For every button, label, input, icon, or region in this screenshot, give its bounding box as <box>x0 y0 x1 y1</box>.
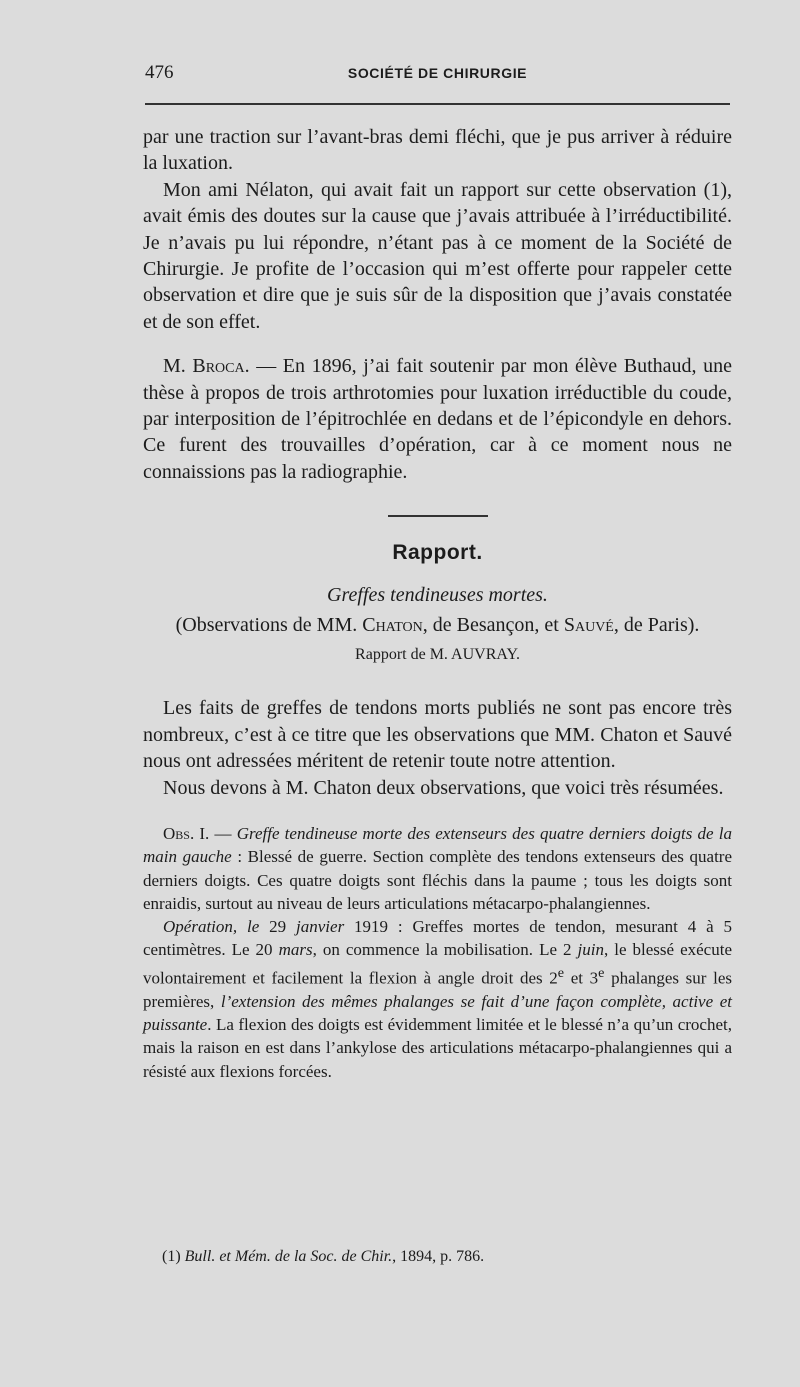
ordinal-sup-2: e <box>598 964 605 981</box>
operation-text-5: phalanges sur les premières, <box>143 968 732 1011</box>
rapport-heading: Rapport. <box>392 541 483 565</box>
month-juin: juin <box>577 940 604 960</box>
operation-lead: Opération, le <box>163 917 260 937</box>
rapporteur-line: Rapport de M. AUVRAY. <box>355 646 520 664</box>
operation-text-3: , le blessé exécute volontairement et facilement la flexion à angle droit des 2 <box>143 940 732 988</box>
observer-chaton: Chaton <box>362 614 423 637</box>
obs-title: Greffe tendineuse morte des extenseurs des quatre derniers doigts de la main gauche <box>143 823 733 867</box>
ordinal-sup-1: e <box>557 964 565 981</box>
journal-title: SOCIÉTÉ DE CHIRURGIE <box>347 65 528 81</box>
observer-sauve: Sauvé <box>563 614 614 637</box>
paragraph-continuation: par une traction sur l’avant-bras demi fléchi, que je pus arriver à réduire la luxation. <box>143 126 732 175</box>
operation-text-4: et 3 <box>564 968 599 988</box>
speaker-name: Broca <box>192 355 245 378</box>
broca-text: . — En 1896, j’ai fait soutenir par mon élève Buthaud, une thèse à propos de trois arthrotomies pour luxation irréductible du coude, par interposition de l’épitrochlée en dedans et de l’épicondyle en dehors. Ce furent des trouvailles d’opération, car à ce moment nous ne connaissions pas la radiographie. <box>143 355 732 483</box>
observers-open: (Observations de MM. <box>175 614 363 637</box>
month-mars: mars <box>278 940 313 960</box>
observation-block <box>143 822 732 1083</box>
footnote <box>162 1248 484 1266</box>
footnote-rest: , 1894, p. 786. <box>392 1248 485 1265</box>
paragraph-chaton: Nous devons à M. Chaton deux observations, que voici très résumées. <box>163 776 724 799</box>
operation-text-2: , on commence la mobilisation. Le 2 <box>312 940 578 960</box>
footnote-marker: (1) <box>162 1248 185 1265</box>
rapport-observers <box>143 614 732 637</box>
obs-text: : Blessé de guerre. Section complète des tendons extenseurs des quatre derniers doigts. Ces quatre doigts sont fléchis dans la paume ; tous les doigts sont enraidis, surtout au niveau de leurs articulations métacarpo-phalangiennes. <box>143 847 733 913</box>
operation-text-1: 1919 : Greffes mortes de tendon, mesurant 4 à 5 centimètres. Le 20 <box>143 917 733 960</box>
rapport-subtitle: Greffes tendineuses mortes. <box>327 584 548 607</box>
operation-paragraph <box>143 915 732 1083</box>
paragraph-intro: Les faits de greffes de tendons morts publiés ne sont pas encore très nombreux, c’est à ce titre que les observations que MM. Chaton et Sauvé nous ont adressées méritent de retenir toute notre attention. <box>143 697 732 773</box>
speaker-title: M. <box>163 355 193 378</box>
footnote-source: Bull. et Mém. de la Soc. de Chir. <box>184 1248 393 1265</box>
paragraph-nelaton: Mon ami Nélaton, qui avait fait un rapport sur cette observation (1), avait émis des doutes sur la cause que j’avais attribuée à l’irréductibilité. Je n’avais pu lui répondre, n’étant pas à ce moment de la Société de Chirurgie. Je profite de l’occasion qui m’est offerte pour rappeler cette observation et dire que je suis sûr de la disposition que j’avais constatée et de son effet. <box>143 178 732 333</box>
obs-label: Obs. I. <box>163 823 210 843</box>
running-head <box>145 62 730 90</box>
observers-close: , de Paris). <box>613 614 700 637</box>
header-rule <box>145 103 730 105</box>
operation-italic-result: l’extension des mêmes phalanges se fait d’une façon complète, active et puissante <box>143 991 732 1034</box>
page-number: 476 <box>145 62 174 83</box>
observers-mid: , de Besançon, et <box>422 614 564 637</box>
observation-1 <box>143 822 732 915</box>
paragraph-broca <box>143 353 732 485</box>
month-janvier: janvier <box>296 917 345 937</box>
page-body <box>143 124 732 1083</box>
section-divider <box>388 515 488 517</box>
operation-text-6: . La flexion des doigts est évidemment limitée et le blessé n’a qu’un crochet, mais la raison en est dans l’ankylose des articulations métacarpo-phalangiennes qui a résisté aux flexions forcées. <box>143 1014 732 1081</box>
obs-dash: — <box>209 823 237 843</box>
operation-date: 29 <box>259 917 297 937</box>
